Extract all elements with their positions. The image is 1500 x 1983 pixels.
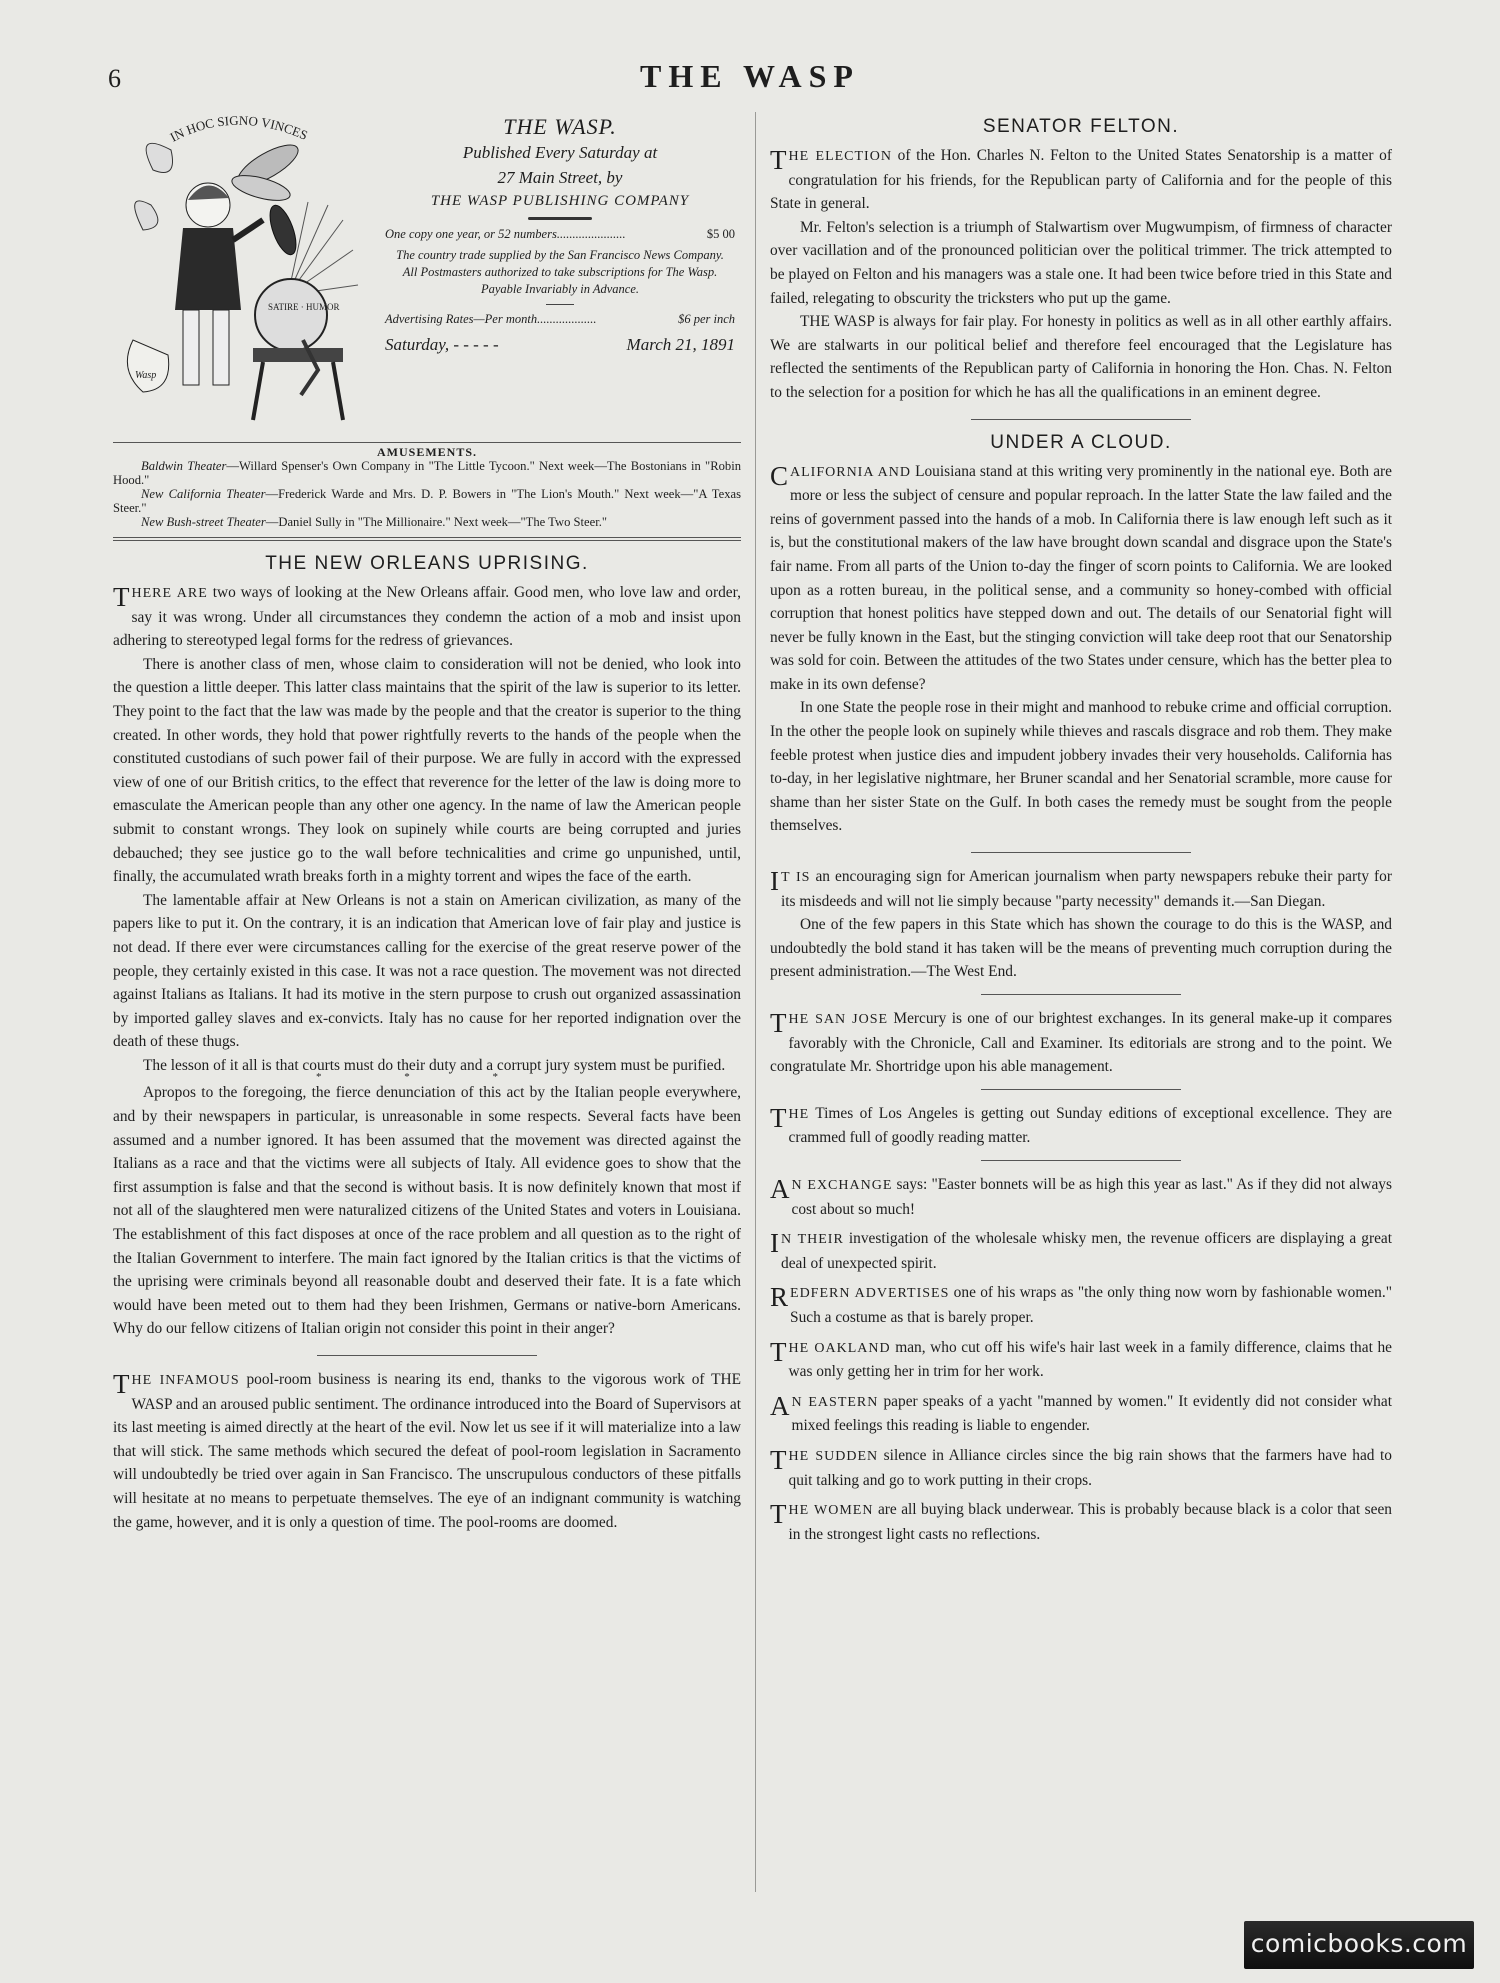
amusement-venue: Baldwin Theater — [141, 459, 227, 473]
amusement-item — [113, 459, 741, 487]
article-lead-paragraph — [770, 144, 1392, 216]
article-paragraph: THE WASP is always for fair play. For honesty in politics as well as in all other earthly affairs. We are stalwarts in our political belief and therefore feel encouraged that the Legislature has reflected the sentiments of the Republican party of California in honoring the Hon. Chas. N. Felton to the selection for a position for which he has all the qualifications in an eminent degree. — [770, 313, 1392, 401]
article-lead-paragraph — [770, 865, 1392, 913]
amusement-item — [113, 487, 741, 515]
lead-caps: HE INFAMOUS — [131, 1373, 240, 1388]
article-pool-room — [113, 1368, 741, 1534]
article-headline: THE NEW ORLEANS UPRISING. — [265, 553, 589, 574]
lead-caps: HE OAKLAND — [788, 1340, 891, 1356]
section-rule — [981, 1089, 1181, 1090]
publication-title: THE WASP. — [503, 114, 617, 139]
lead-text: are all buying black underwear. This is probably because black is a color that seen in the strongest light casts no reflections. — [788, 1501, 1392, 1543]
drop-cap: I — [770, 1228, 779, 1259]
article-felton — [770, 116, 1392, 405]
subscription-rate — [385, 227, 735, 242]
trade-note: The country trade supplied by the San Francisco News Company. All Postmasters authorized to take subscriptions for The Wasp. — [396, 248, 724, 279]
lead-caps: HE — [788, 1106, 810, 1122]
issue-date — [385, 335, 735, 355]
article-journalism — [770, 865, 1392, 984]
right-column — [770, 110, 1392, 1546]
column-divider — [755, 112, 756, 1892]
lead-caps: EDFERN ADVERTISES — [790, 1286, 950, 1302]
advertising-price: $6 per inch — [678, 312, 735, 326]
masthead-box — [113, 110, 741, 430]
drop-cap: T — [770, 1444, 787, 1475]
bag-text: Wasp — [135, 370, 157, 381]
lead-caps: HE ELECTION — [788, 149, 892, 164]
amusement-item — [113, 515, 741, 529]
article-paragraph: The lamentable affair at New Orleans is not a stain on American civilization, as many of the papers like to put it. On the contrary, it is an indication that American love of fair play and justice is not dead. If there ever were circumstances calling for the exercise of the great reserve power of the people, they certainly existed in this case. It was not a race question. The movement was not directed against Italians as Italians. It had its motive in the stern purpose to crush out organized assassination by imported galley slaves and ex-convicts. Italy has no cause for her reported indignation over the death of these thugs. — [113, 891, 741, 1051]
lead-caps: HERE ARE — [131, 586, 208, 601]
short-item — [770, 1444, 1392, 1492]
lead-text: man, who cut off his wife's hair last week in a family difference, claims that he was only getting her in trim for her work. — [788, 1338, 1392, 1381]
lead-text: an encouraging sign for American journalism when party newspapers rebuke their party for its misdeeds and will not lie simply because "party necessity" demands it.—San Diegan. — [781, 868, 1393, 910]
amusement-text: —Daniel Sully in "The Millionaire." Next week—"The Two Steer." — [265, 515, 607, 529]
lead-caps: N EASTERN — [791, 1394, 879, 1410]
lead-text: says: "Easter bonnets will be as high this year as last." As if they did not always cost about so much! — [791, 1175, 1392, 1218]
article-paragraph: There is another class of men, whose claim to consideration will not be denied, who look into the question a little deeper. This latter class maintains that the spirit of the law is superior to its letter. They point to the fact that the law was made by the people and that the creator is superior to the thing created. In other words, they hold that power rightfully reverts to the hands of the people when the constituted custodians of such power fail of their purpose. We are fully in accord with the expressed view of one of our British critics, to the effect that reverence for the letter of the law is doing more to emasculate the American people than any other one agency. In the name of law the American people submit to constant wrongs. They look on supinely while courts are being corrupted and juries debauched; they see justice go to the wall before technicalities and crime go unpunished, until, finally, the accumulated wrath breaks forth in a mighty torrent and wipes the face of the earth. — [113, 655, 741, 886]
lead-text: silence in Alliance circles since the big rain shows that the farmers have had to quit talking and go to work putting in their crops. — [788, 1446, 1392, 1489]
short-item — [770, 1498, 1392, 1546]
drop-cap: A — [770, 1173, 790, 1204]
article-paragraph: One of the few papers in this State which has shown the courage to do this is the WASP, and undoubtedly the bold stand it has taken will be the means of preventing much corruption during the present administration.—The West End. — [770, 916, 1392, 981]
drop-cap: T — [770, 145, 787, 175]
wheel-text: SATIRE · HUMOR — [268, 302, 340, 312]
short-item — [770, 1007, 1392, 1079]
amusements-section — [113, 442, 741, 529]
publication-line-2: 27 Main Street, by — [497, 168, 623, 187]
site-watermark: comicbooks.com — [1244, 1921, 1474, 1969]
issue-date-value: March 21, 1891 — [626, 335, 735, 354]
short-item — [770, 1173, 1392, 1221]
lead-text: two ways of looking at the New Orleans affair. Good men, who love law and order, say it was wrong. Under all circumstances they condemn the action of a mob and insist upon adhering to stereotyped legal forms for the redress of grievances. — [113, 584, 741, 650]
publication-info — [375, 110, 745, 355]
amusement-text: —Willard Spenser's Own Company in "The Little Tycoon." Next week—The Bostonians in "Robin Hood." — [113, 459, 741, 487]
lead-caps: HE SAN JOSE — [788, 1012, 889, 1027]
short-item — [770, 1281, 1392, 1329]
lead-text: Times of Los Angeles is getting out Sunday editions of exceptional excellence. They are crammed full of goodly reading matter. — [788, 1104, 1392, 1147]
ornament-rule — [528, 217, 592, 220]
amusement-venue: New California Theater — [141, 487, 266, 501]
lead-caps: N EXCHANGE — [791, 1177, 893, 1193]
article-paragraph: In one State the people rose in their might and manhood to rebuke crime and official corruption. In the other the people look on supinely while thieves and rascals disgrace and rob them. They make feeble protest when justice dies and impudent jobbery invades their very households. California has to-day, in her legislative nightmare, her Bruner scandal and her Senatorial scramble, more cause for shame than her sister State on the Gulf. In both cases the remedy must be sought from the people themselves. — [770, 699, 1392, 835]
lead-text: investigation of the wholesale whisky men, the revenue officers are displaying a great deal of unexpected spirit. — [781, 1230, 1393, 1272]
lead-caps: N THEIR — [781, 1232, 844, 1248]
subscription-price: $5 00 — [706, 227, 735, 241]
drop-cap: T — [113, 1369, 130, 1399]
payable-note: Payable Invariably in Advance. — [480, 282, 640, 296]
lead-text: pool-room business is nearing its end, thanks to the vigorous work of THE WASP and an aroused public sentiment. The ordinance introduced into the Board of Supervisors at its last meeting is aimed directly at the heart of the evil. Now let us see if it will materialize into a law that will stick. The same methods which secured the defeat of pool-room legislation in Sacramento will undoubtedly be tried over again in San Francisco. The unscrupulous conductors of these pitfalls will hesitate at no means to perpetuate themselves. The eye of an indignant community is watching the game, however, and it is only a question of time. The pool-rooms are doomed. — [113, 1371, 741, 1531]
section-rule — [981, 1160, 1181, 1161]
lead-text: paper speaks of a yacht "manned by women." It evidently did not consider what mixed feelings this reading is liable to engender. — [791, 1392, 1392, 1435]
left-column — [113, 110, 741, 1534]
lead-caps: ALIFORNIA AND — [790, 464, 911, 480]
amusement-venue: New Bush-street Theater — [141, 515, 266, 529]
amusements-title: AMUSEMENTS. — [376, 445, 477, 459]
short-items — [770, 1007, 1392, 1546]
short-item — [770, 1227, 1392, 1275]
article-lead-paragraph — [113, 581, 741, 653]
lead-caps: T IS — [781, 870, 811, 886]
publication-line-1: Published Every Saturday at — [462, 143, 658, 162]
drop-cap: T — [770, 1008, 787, 1038]
drop-cap: I — [770, 866, 779, 897]
section-stars: * * * — [316, 1071, 538, 1084]
section-rule — [981, 994, 1181, 995]
lead-text: one of his wraps as "the only thing now worn by fashionable women." Such a costume as that is barely proper. — [790, 1284, 1392, 1326]
article-headline: SENATOR FELTON. — [982, 116, 1180, 137]
masthead-title: THE WASP — [640, 58, 860, 94]
lead-caps: HE SUDDEN — [788, 1448, 879, 1464]
article-under-a-cloud — [770, 432, 1392, 839]
drop-cap: T — [770, 1102, 787, 1133]
lead-text: of the Hon. Charles N. Felton to the United States Senatorship is a matter of congratulation for his friends, for the Republican party of California and for the people of this State in general. — [770, 147, 1393, 213]
page-number: 6 — [108, 64, 121, 93]
wasp-illustration — [113, 110, 363, 425]
short-item — [770, 1390, 1392, 1438]
advertising-label: Advertising Rates—Per month................... — [385, 312, 597, 326]
drop-cap: A — [770, 1390, 790, 1421]
advertising-rate — [385, 312, 735, 327]
article-paragraph: Mr. Felton's selection is a triumph of Stalwartism over Mugwumpism, of firmness of character over vacillation and of the pronounced politician over the political trimmer. The trick attempted to be played on Felton and his managers was a stale one. It had been twice before tried in this State and failed, relegating to obscurity the tricksters who put up the game. — [770, 218, 1392, 307]
drop-cap: T — [770, 1499, 787, 1530]
article-headline: UNDER A CLOUD. — [990, 431, 1172, 453]
motto-text: IN HOC SIGNO VINCES — [167, 112, 310, 145]
lead-text: Louisiana stand at this writing very prominently in the national eye. Both are more or less the subject of censure and popular reproach. In the latter State the law failed and the reins of government passed into the hands of a mob. In California there is law enough left such as it is, but the constitutional makers of the law have brought down scandal and disgrace upon the State's fair name. From all parts of the Union to-day the finger of scorn points to California. We are looked upon as a rotten bureau, in the political sense, and a community so honey-combed with official corruption that honest politics have stepped down and out. The details of our Senatorial fight will never be fully known in the East, but the stinging conviction will take deep root that our Senatorship was sold for coin. Between the attitudes of the two States under censure, which has the better plea to make in its own defense? — [770, 462, 1393, 693]
section-rule — [317, 1355, 537, 1356]
publication-company: THE WASP PUBLISHING COMPANY — [430, 193, 690, 209]
article-paragraph: The lesson of it all is that courts must do their duty and a corrupt jury system must be purified. — [143, 1056, 726, 1074]
article-paragraph: Apropos to the foregoing, the fierce denunciation of this act by the Italian people everywhere, and by their newspapers in particular, is unreasonable in some respects. Several facts have been assumed and a number ignored. It has been assumed that the movement was directed against the Italians as a race and that the victims were all subjects of Italy. All evidence goes to show that the first assumption is false and that the second is without basis. It is now definitely known that most if not all of the slaughtered men were naturalized citizens of the United States and voters in Louisiana. The establishment of this fact disposes at once of the race problem and all question as to the right of the Italian Government to interfere. The main fact ignored by the Italian critics is that the victims of the uprising were criminals beyond all reasonable doubt and deserved their fate. It is a fate which would have been meted out to them had they been Irishmen, Germans or native-born Americans. Why do our fellow citizens of Italian origin not consider this point in their anger? — [113, 1084, 741, 1338]
article-new-orleans — [113, 553, 741, 1341]
drop-cap: R — [770, 1282, 789, 1313]
subscription-label: One copy one year, or 52 numbers...................... — [385, 227, 626, 241]
drop-cap: T — [113, 582, 130, 612]
lead-caps: HE WOMEN — [788, 1503, 874, 1519]
article-lead-paragraph — [770, 460, 1392, 697]
section-double-rule — [113, 537, 741, 541]
amusement-text: —Frederick Warde and Mrs. D. P. Bowers in "The Lion's Mouth." Next week—"A Texas Steer." — [113, 487, 741, 515]
lead-text: Mercury is one of our brightest exchanges. In its general make-up it compares favorably with the Chronicle, Call and Examiner. Its editorials are strong and to the point. We congratulate Mr. Shortridge upon his able management. — [770, 1010, 1392, 1076]
short-item — [770, 1336, 1392, 1384]
drop-cap: T — [770, 1336, 787, 1367]
section-rule — [971, 852, 1191, 853]
small-rule — [546, 304, 574, 305]
issue-date-label: Saturday, - - - - - — [385, 335, 499, 354]
article-lead-paragraph — [113, 1368, 741, 1534]
drop-cap: C — [770, 460, 789, 491]
section-rule — [971, 419, 1191, 420]
short-item — [770, 1102, 1392, 1150]
